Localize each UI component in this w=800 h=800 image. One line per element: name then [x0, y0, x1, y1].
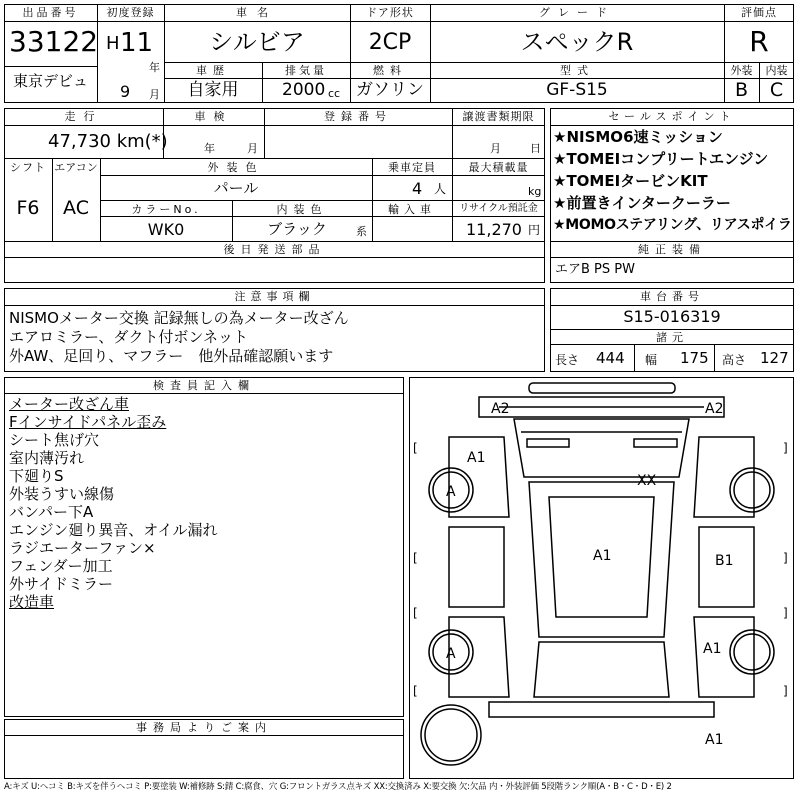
sales-points-label: セールスポイント: [608, 110, 736, 123]
car-name: シルビア: [209, 28, 305, 56]
damage-front-left: A2: [491, 401, 510, 417]
month-unit: 月: [149, 88, 160, 101]
inspection-year-unit: 年: [204, 142, 215, 155]
inspector-label: 検査員記入欄: [153, 379, 255, 392]
door-label: ドア形状: [366, 6, 414, 19]
capacity: 4: [412, 179, 423, 198]
sales-point-item: ★TOMEIタービンKIT: [553, 172, 708, 190]
docs-label: 譲渡書類期限: [462, 110, 535, 123]
interior-color-label: 内装色: [276, 203, 328, 216]
equipment-label: 純正装備: [638, 243, 706, 256]
name-label: 車名: [236, 6, 278, 19]
width: 175: [680, 349, 709, 367]
width-label: 幅: [645, 353, 658, 367]
inspector-line: エンジン廻り異音、オイル漏れ: [9, 521, 218, 539]
damage-front-right: A2: [705, 401, 724, 417]
dims-label: 諸元: [656, 331, 688, 344]
recycle-label: リサイクル預託金: [459, 203, 538, 214]
sales-point-item: ★TOMEIコンプリートエンジン: [553, 150, 769, 168]
car-diagram: [409, 377, 794, 779]
model: GF-S15: [546, 80, 608, 100]
damage-rear: A1: [705, 732, 724, 748]
inspector-line: 室内薄汚れ: [9, 449, 85, 467]
height: 127: [760, 349, 789, 367]
recycle-amount: 11,270: [466, 220, 522, 239]
bracket-mark: [: [413, 551, 418, 565]
lot-label: 出品番号: [22, 6, 79, 19]
bracket-mark: ]: [783, 551, 788, 565]
year-unit: 年: [149, 61, 160, 74]
ext-label: 外装: [730, 64, 753, 77]
era: H: [106, 33, 120, 54]
inspector-line: 改造車: [9, 593, 55, 611]
docs-day-unit: 日: [530, 142, 541, 155]
recycle-unit: 円: [528, 223, 541, 237]
color-no: WK0: [147, 220, 185, 239]
inspector-line: シート焦げ穴: [9, 431, 100, 449]
shift-label: シフト: [10, 161, 46, 174]
exterior-color: パール: [213, 179, 259, 197]
fuel: ガソリン: [356, 80, 424, 100]
inspection-label: 車検: [194, 110, 233, 123]
damage-tire-rl: A: [446, 646, 456, 662]
shift: F6: [16, 197, 40, 219]
equipment: エアB PS PW: [555, 262, 635, 277]
displacement-label: 排気量: [285, 64, 327, 77]
sales-point-item: ★前置きインタークーラー: [553, 194, 731, 212]
load-label: 最大積載量: [468, 161, 529, 174]
model-label: 型式: [560, 64, 594, 77]
inspector-line: フェンダー加工: [9, 557, 113, 575]
interior-suffix: 系: [356, 225, 367, 238]
ac-label: エアコン: [54, 161, 98, 174]
int-score: C: [769, 79, 784, 101]
inspector-line: ラジエーターファン×: [9, 539, 156, 557]
inspector-line: Fインサイドパネル歪み: [9, 413, 167, 431]
inspector-line: 下廻りS: [9, 467, 64, 485]
capacity-unit: 人: [434, 182, 447, 196]
legend: A:キズ U:ヘコミ B:キズを伴うヘコミ P:要塗装 W:補修跡 S:錆 C:腐食、穴 G:フロントガラス点キズ XX:交換済み X:要交換 欠:欠品 内・外装評価 5段階ランク順(A・B・C・D・E) 2: [4, 782, 672, 792]
int-label: 内装: [765, 64, 788, 77]
regno-label: 登録番号: [324, 110, 392, 123]
damage-center: A1: [593, 548, 612, 564]
fuel-label: 燃料: [373, 64, 407, 77]
score-label: 評価点: [741, 6, 777, 19]
note-line: 外AW、足回り、マフラー 他外品確認願います: [9, 347, 334, 365]
capacity-label: 乗車定員: [388, 161, 436, 174]
load-unit: kg: [528, 185, 542, 198]
bracket-mark: ]: [783, 684, 788, 698]
docs-month-unit: 月: [490, 142, 501, 155]
ac: AC: [63, 197, 89, 219]
venue: 東京デビュ: [12, 72, 88, 90]
length-label: 長さ: [555, 353, 580, 367]
sales-point-item: ★MOMOステアリング、リアスポイラ: [553, 217, 792, 233]
inspector-line: メーター改ざん車: [9, 395, 130, 413]
office-label: 事務局よりご案内: [136, 721, 272, 734]
inspector-line: バンパー下A: [9, 503, 94, 521]
color-no-label: カラーNo.: [131, 203, 201, 216]
damage-door-right: B1: [715, 553, 734, 569]
reg-label: 初度登録: [106, 6, 155, 19]
note-line: エアロミラー、ダクト付ボンネット: [9, 328, 248, 346]
grade-label: グレード: [539, 6, 615, 19]
color-label: 外装色: [207, 161, 265, 174]
chassis-number: S15-016319: [623, 307, 721, 326]
note-line: NISMOメーター交換 記録無しの為メーター改ざん: [9, 309, 349, 327]
reg-year: 11: [120, 28, 154, 58]
score: R: [749, 25, 769, 58]
damage-roof: XX: [637, 473, 657, 489]
ext-score: B: [734, 79, 749, 101]
import-label: 輸入車: [388, 203, 436, 216]
displacement: 2000: [282, 80, 326, 100]
later-parts-label: 後日発送部品: [223, 243, 326, 256]
interior-color: ブラック: [267, 220, 327, 238]
height-label: 高さ: [722, 353, 747, 367]
damage-rear-quarter: A1: [703, 641, 722, 657]
notes-label: 注意事項欄: [234, 290, 315, 303]
lot-number: 33122: [9, 25, 99, 58]
inspector-line: 外装うすい線傷: [9, 485, 115, 503]
chassis-label: 車台番号: [640, 290, 704, 303]
bracket-mark: [: [413, 606, 418, 620]
history-label: 車歴: [196, 64, 230, 77]
history: 自家用: [187, 80, 239, 100]
bracket-mark: ]: [783, 441, 788, 455]
inspector-line: 外サイドミラー: [9, 575, 113, 593]
damage-tire-fl: A: [446, 484, 456, 500]
reg-month: 9: [120, 82, 131, 101]
mileage-label: 走行: [64, 110, 103, 123]
inspection-month-unit: 月: [247, 142, 258, 155]
mileage: 47,730 km(*): [48, 131, 168, 152]
bracket-mark: [: [413, 441, 418, 455]
displacement-unit: cc: [328, 87, 341, 100]
length: 444: [596, 349, 625, 367]
door-type: 2CP: [368, 30, 412, 55]
grade: スペックR: [520, 28, 634, 56]
bracket-mark: ]: [783, 606, 788, 620]
sales-point-item: ★NISMO6速ミッション: [553, 128, 723, 146]
bracket-mark: [: [413, 684, 418, 698]
damage-hood: A1: [467, 450, 486, 466]
